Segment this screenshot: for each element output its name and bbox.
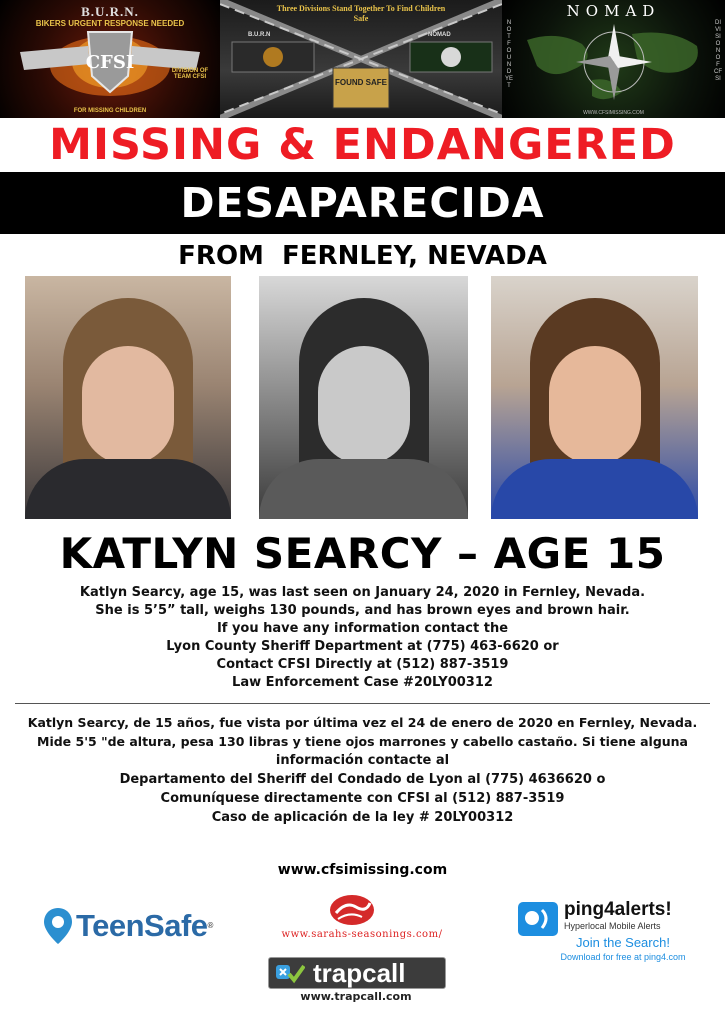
ping4-pin-icon	[518, 902, 558, 936]
spanish-description	[0, 713, 725, 827]
english-description	[0, 584, 725, 692]
spanish-line: Katlyn Searcy, de 15 años, fue vista por última vez el 24 de enero de 2020 en Fernley, Nevada.	[27, 715, 698, 730]
center-panel	[220, 0, 502, 118]
burn-footer: FOR MISSING CHILDREN	[73, 108, 147, 114]
spanish-line: Comuníquese directamente con CFSI al (512) 887-3519	[160, 791, 565, 806]
ping4alerts-logo[interactable]	[518, 898, 718, 968]
photo-1-face	[82, 346, 174, 464]
photo-1-shirt	[25, 459, 231, 519]
headline-desaparecida: DESAPARECIDA	[180, 179, 545, 227]
spanish-line: información contacte al	[275, 753, 450, 768]
registered-mark: ®	[207, 921, 213, 930]
found-safe-sign: FOUND SAFE	[335, 78, 387, 87]
trapcall-check-icon	[275, 962, 305, 984]
english-line: Law Enforcement Case #20LY00312	[232, 675, 493, 690]
desaparecida-bar	[0, 172, 725, 234]
spanish-line: Caso de aplicación de la ley # 20LY00312	[211, 810, 514, 825]
website-link[interactable]: www.cfsimissing.com	[277, 862, 448, 878]
spanish-line: Departamento del Sheriff del Condado de Lyon al (775) 4636620 o	[119, 772, 606, 787]
photo-2	[259, 276, 468, 519]
sarahs-seasonings-logo[interactable]	[262, 893, 462, 945]
compass-map-icon	[502, 0, 725, 118]
photo-3	[491, 276, 698, 519]
burn-side-text: DIVISION OF TEAM CFSI	[171, 68, 209, 80]
sarahs-url: www.sarahs-seasonings.com/	[281, 929, 443, 940]
photo-1	[25, 276, 231, 519]
center-title: Three Divisions Stand Together To Find Children Safe	[276, 4, 446, 23]
burn-emblem-text: CFSI	[85, 52, 135, 73]
header-banner	[0, 0, 725, 118]
burn-title: B.U.R.N.	[81, 4, 139, 19]
ping4-tagline: Hyperlocal Mobile Alerts	[564, 921, 661, 931]
sarahs-swirl-icon	[322, 893, 382, 927]
english-line: If you have any information contact the	[216, 621, 509, 636]
nomad-panel	[502, 0, 725, 118]
trapcall-logo[interactable]	[266, 957, 446, 1007]
nomad-url: WWW.CFSIMISSING.COM	[583, 110, 644, 116]
english-line: Lyon County Sheriff Department at (775) 463-6620 or	[166, 639, 559, 654]
nomad-title: NOMAD	[566, 2, 661, 20]
spanish-line: Mide 5'5 "de altura, pesa 130 libras y tiene ojos marrones y cabello castaño. Si tiene alguna	[37, 734, 688, 749]
photo-2-face	[318, 346, 410, 464]
english-line: Katlyn Searcy, age 15, was last seen on January 24, 2020 in Fernley, Nevada.	[79, 585, 646, 600]
burn-panel	[0, 0, 220, 118]
nomad-left-vertical: NOT FOUND YET	[505, 20, 514, 89]
trapcall-url: www.trapcall.com	[300, 990, 412, 1003]
photo-3-shirt	[491, 459, 698, 519]
photo-3-face	[549, 346, 641, 464]
location-line: FROM FERNLEY, NEVADA	[178, 241, 547, 271]
english-line: Contact CFSI Directly at (512) 887-3519	[216, 657, 509, 672]
teensafe-text: TeenSafe	[76, 908, 208, 943]
center-left-label: B.U.R.N	[248, 32, 271, 38]
ping4-name: ping4alerts!	[564, 899, 672, 920]
burn-emblem-icon	[0, 0, 220, 118]
map-pin-icon	[42, 907, 74, 945]
section-divider	[15, 703, 710, 704]
ping4-join: Join the Search!	[576, 935, 670, 950]
name-age-heading: KATLYN SEARCY – AGE 15	[59, 529, 666, 578]
trapcall-text: trapcall	[313, 958, 406, 988]
center-right-label: NOMAD	[428, 32, 451, 38]
ping4-icon	[518, 902, 558, 936]
teensafe-logo[interactable]	[42, 905, 242, 947]
nomad-right-vertical: DIVISION OF CFSI	[714, 20, 722, 82]
headline-missing: MISSING & ENDANGERED	[49, 120, 676, 170]
trapcall-badge	[268, 957, 446, 989]
ping4-download: Download for free at ping4.com	[560, 952, 686, 962]
photo-2-shirt	[259, 459, 468, 519]
burn-subtitle: BIKERS URGENT RESPONSE NEEDED	[35, 19, 185, 28]
english-line: She is 5’5” tall, weighs 130 pounds, and has brown eyes and brown hair.	[95, 603, 630, 618]
